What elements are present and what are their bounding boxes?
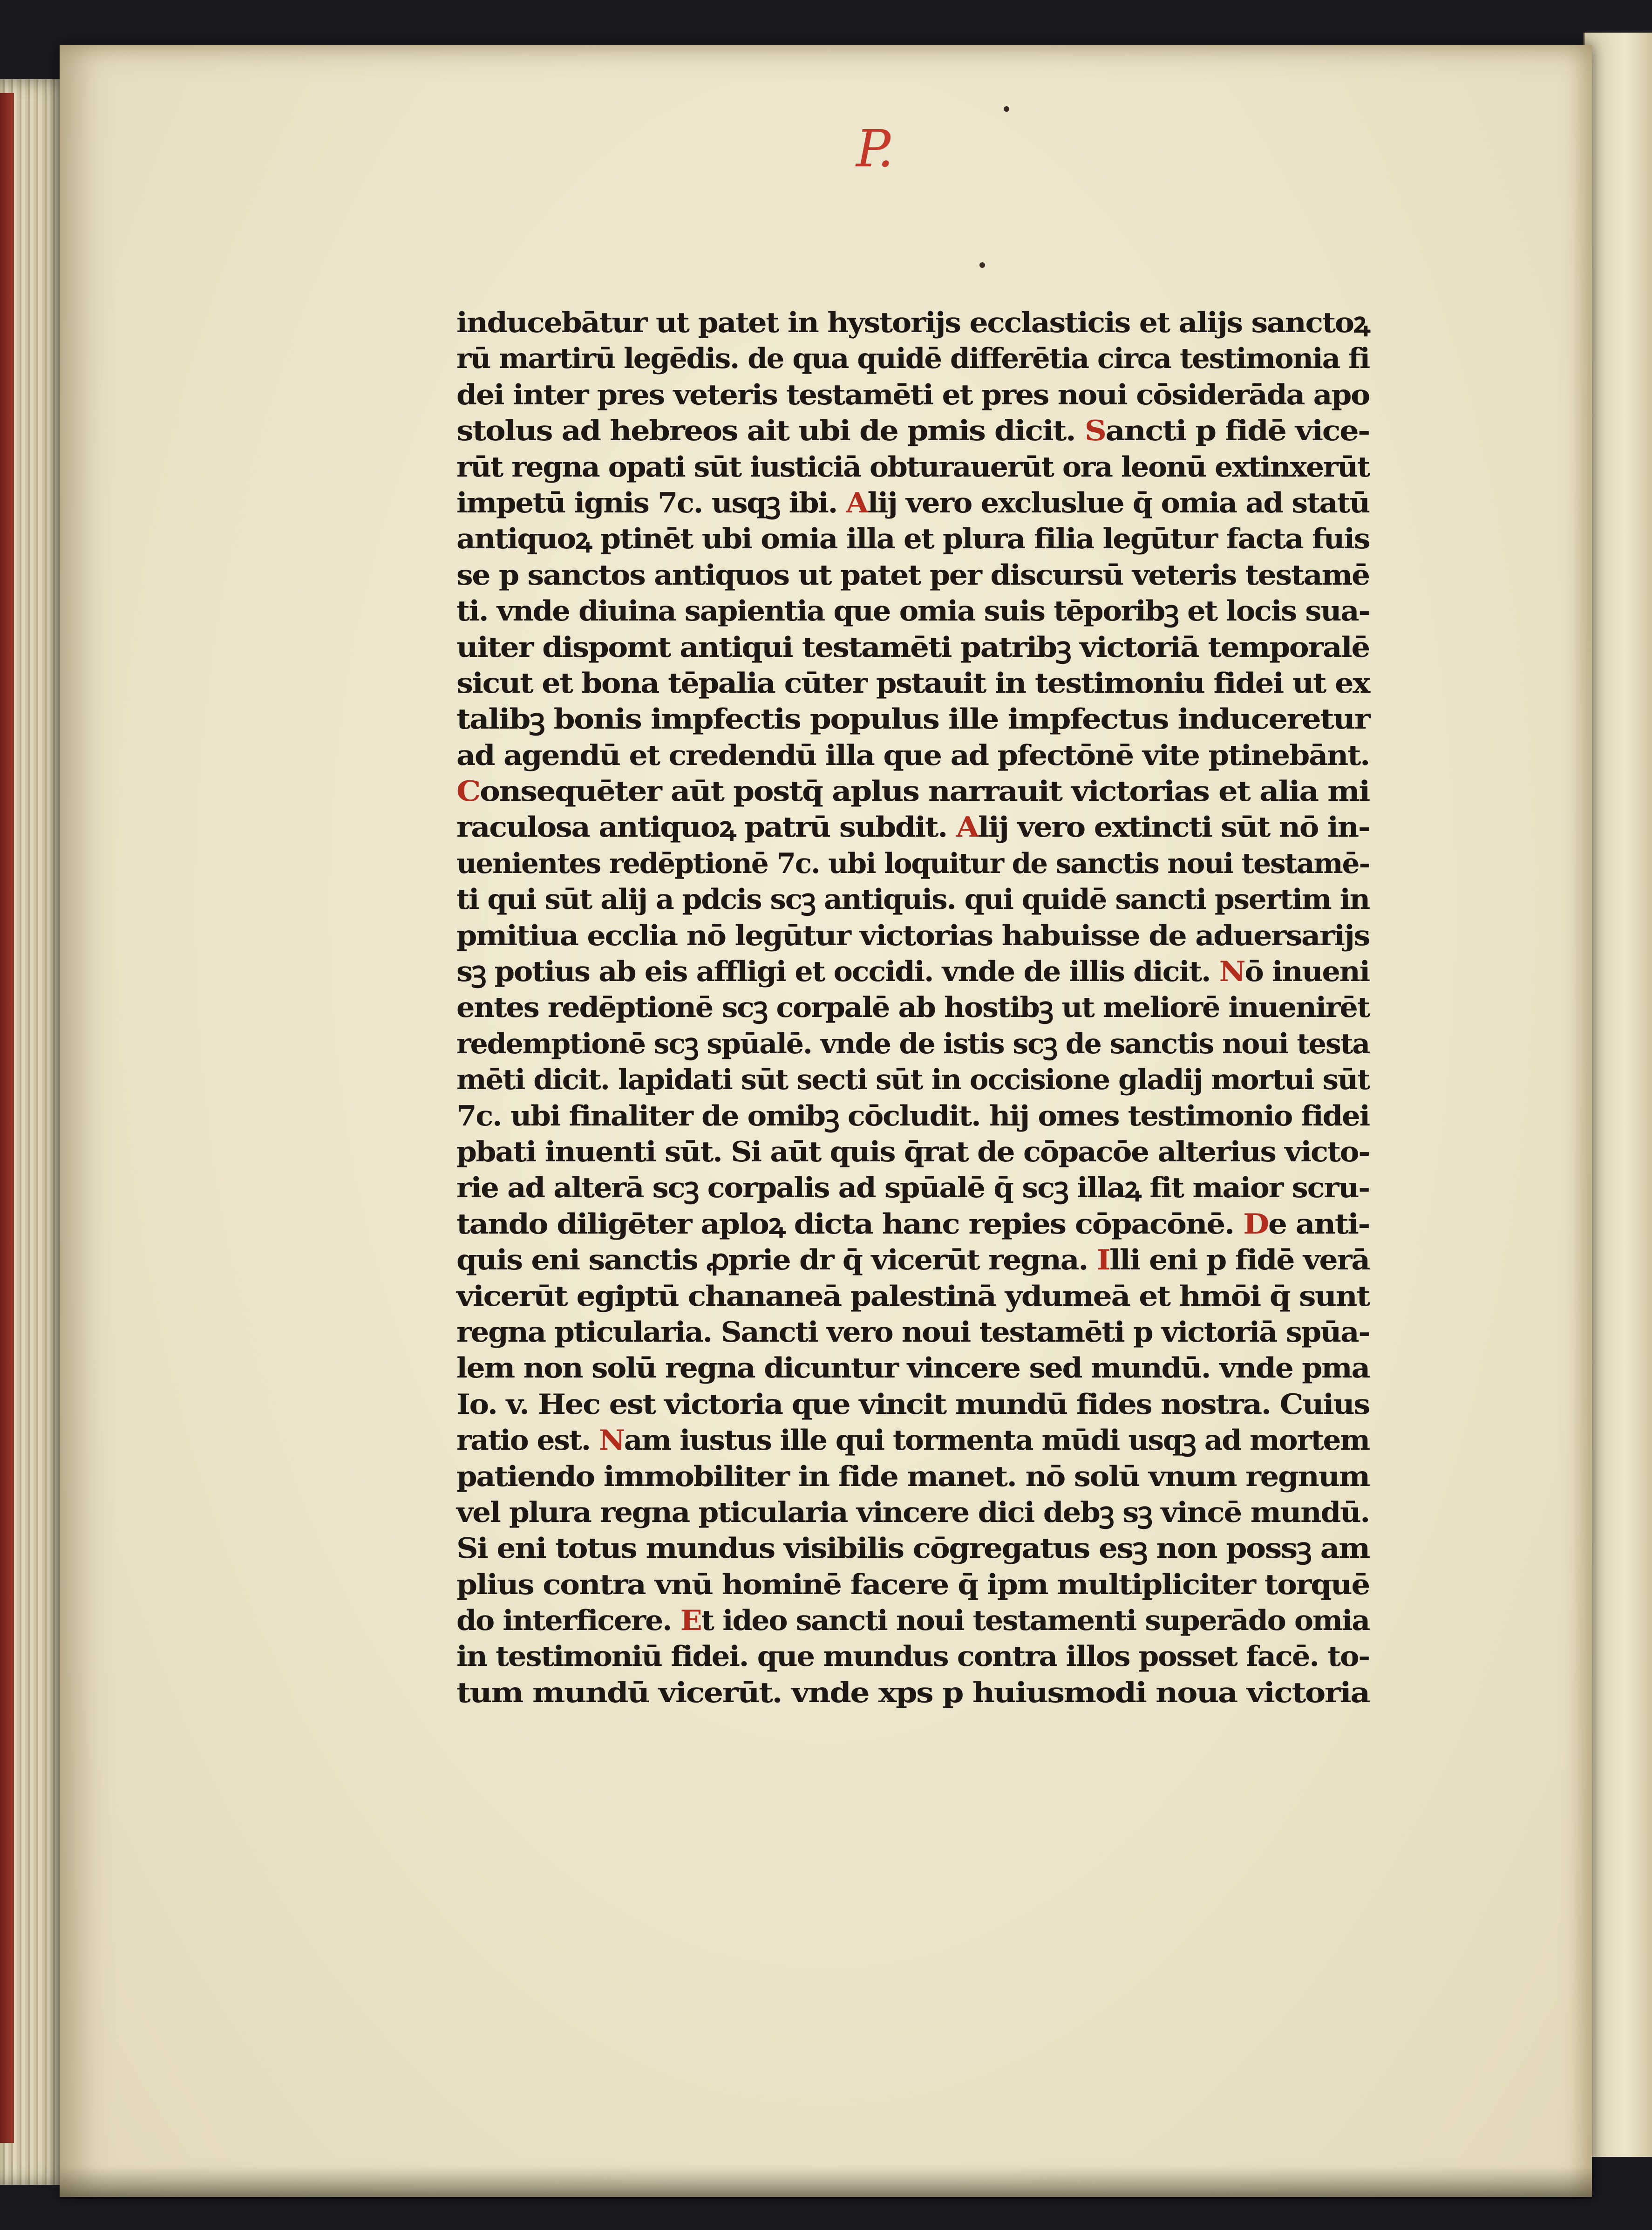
text-line [456,1242,1369,1278]
folio-mark: P. [856,119,891,178]
text-line-content: Io. v. Hec est victoria que vincit mundū fides nostra. Cuius [456,1388,1369,1421]
ink-dot [1004,106,1009,112]
text-line [456,1098,1369,1134]
text-line [456,1170,1369,1206]
text-line-content: raculosa antiquoꝝ patrū subdit. Alij vero extincti sūt nō in- [456,811,1369,844]
text-line [456,666,1369,702]
text-line-content: pbati inuenti sūt. Si aūt quis q̄rat de cōpacōe alterius victo- [456,1135,1369,1168]
text-line [456,1675,1369,1711]
text-line-content: sicut et bona tēpalia cūter pstauit in testimoniu fidei ut ex [456,667,1369,700]
text-line-content: lem non solū regna dicuntur vincere sed mundū. vnde pma [456,1352,1369,1385]
text-line-content: se p sanctos antiquos ut patet per discursū veteris testamē [456,559,1369,592]
text-line-content: rie ad alterā scꝫ corpalis ad spūalē q̄ scꝫ illaꝝ fit maior scru- [456,1172,1369,1205]
text-line-content: antiquoꝝ ptinēt ubi omia illa et plura filia legūtur facta fuis [456,523,1369,556]
text-line-content: ti. vnde diuina sapientia que omia suis tēporibꝫ et locis sua- [456,595,1369,628]
text-line-content: ratio est. Nam iustus ille qui tormenta mūdi usqꝫ ad mortem [456,1424,1369,1457]
text-line-content: 7c. ubi finaliter de omibꝫ cōcludit. hij omes testimonio fidei [456,1099,1369,1132]
text-line [456,846,1369,882]
text-line-content: patiendo immobiliter in fide manet. nō solū vnum regnum [456,1460,1369,1493]
text-line [456,305,1369,341]
text-line-content: do interficere. Et ideo sancti noui testamenti superādo omia [456,1604,1369,1637]
text-line-content: dei inter pres veteris testamēti et pres noui cōsiderāda apo [456,378,1369,411]
text-line [456,882,1369,918]
text-line-content: rūt regna opati sūt iusticiā obturauerūt ora leonū extinxerūt [456,450,1369,484]
text-line [456,1387,1369,1423]
text-line [456,1062,1369,1098]
bottom-shadow [60,2166,1592,2199]
text-line-content: uiter dispomt antiqui testamēti patribꝫ victoriā temporalē [456,631,1369,664]
text-line [456,702,1369,737]
text-line [456,558,1369,593]
text-line-content: sꝫ potius ab eis affligi et occidi. vnde de illis dicit. Nō inueni [456,955,1369,989]
text-line [456,1350,1369,1386]
text-line-content: pmitiua ecclia nō legūtur victorias habuisse de aduersarijs [456,919,1369,952]
text-line-content: Si eni totus mundus visibilis cōgregatus esꝫ non possꝫ am [456,1532,1369,1565]
text-line [456,1315,1369,1350]
text-line [456,521,1369,557]
text-line [456,485,1369,521]
text-line-content: Consequēter aūt postq̄ aplus narrauit victorias et alia mi [456,775,1369,808]
text-line [456,1567,1369,1603]
text-line-content: tum mundū vicerūt. vnde xps p huiusmodi noua victoria [456,1676,1369,1709]
text-line-content: quis eni sanctis ꝓprie dr q̄ vicerūt regna. Illi eni p fidē verā [456,1244,1369,1277]
text-line-content: tando diligēter aploꝝ dicta hanc repies cōpacōnē. De anti- [456,1207,1369,1241]
text-line-content: regna pticularia. Sancti vero noui testamēti p victoriā spūa- [456,1316,1369,1349]
text-line-content: redemptionē scꝫ spūalē. vnde de istis scꝫ de sanctis noui testa [456,1027,1369,1060]
text-line [456,377,1369,413]
text-line-content: ad agendū et credendū illa que ad pfectōnē vite ptinebānt. [456,739,1369,772]
text-line-content: mēti dicit. lapidati sūt secti sūt in occisione gladij mortui sūt [456,1064,1369,1097]
text-line-content: plius contra vnū hominē facere q̄ ipm multipliciter torquē [456,1568,1369,1601]
text-line [456,1603,1369,1639]
text-line-content: rū martirū legēdis. de qua quidē differētia circa testimonia fi [456,342,1369,375]
text-line [456,630,1369,666]
text-line [456,1207,1369,1242]
text-line [456,1531,1369,1567]
text-line [456,593,1369,629]
text-line-content: vicerūt egiptū chananeā palestinā ydumeā et hmōi q̄ sunt [456,1280,1369,1313]
text-column [456,305,1369,1711]
text-line [456,990,1369,1026]
text-line [456,1026,1369,1062]
text-line [456,450,1369,485]
text-line [456,341,1369,377]
text-line-content: uenientes redēptionē 7c. ubi loquitur de sanctis noui testamē- [456,847,1369,880]
text-line [456,1423,1369,1459]
ink-dot [979,262,985,268]
text-line [456,1639,1369,1675]
red-edge [0,93,14,2143]
text-line-content: entes redēptionē scꝫ corpalē ab hostibꝫ ut meliorē inuenirēt [456,991,1369,1024]
text-line-content: in testimoniū fidei. que mundus contra illos posset facē. to- [456,1640,1369,1673]
right-leaf [1584,33,1652,2157]
text-line [456,1134,1369,1170]
text-line-content: impetū ignis 7c. usqꝫ ibi. Alij vero excluslue q̄ omia ad statū [456,486,1369,519]
text-line [456,1495,1369,1531]
text-line [456,918,1369,954]
text-line [456,1459,1369,1495]
text-line [456,774,1369,810]
text-line-content: vel plura regna pticularia vincere dici debꝫ sꝫ vincē mundū. [456,1496,1369,1529]
text-line-content: talibꝫ bonis impfectis populus ille impfectus induceretur [456,703,1369,736]
text-line-content: inducebātur ut patet in hystorijs ecclasticis et alijs sanctoꝝ [456,307,1369,339]
text-line [456,810,1369,846]
text-line [456,413,1369,449]
text-line [456,738,1369,774]
text-line [456,954,1369,990]
text-line-content: ti qui sūt alij a pdcis scꝫ antiquis. qui quidē sancti psertim in [456,883,1369,916]
text-line-content: stolus ad hebreos ait ubi de pmis dicit. Sancti p fidē vice- [456,415,1369,448]
text-line [456,1279,1369,1315]
